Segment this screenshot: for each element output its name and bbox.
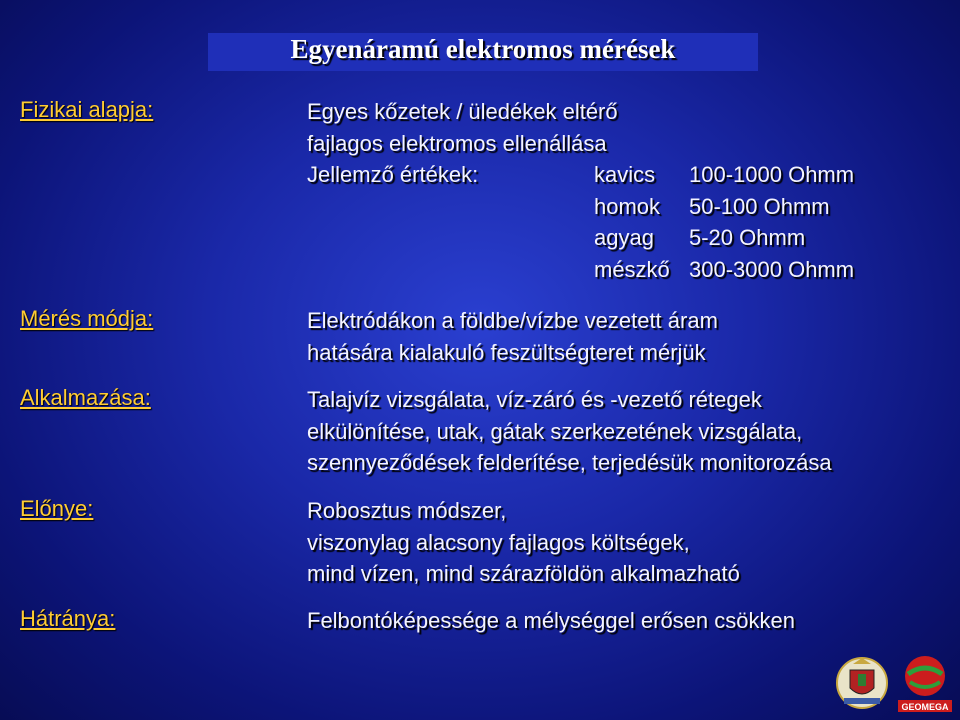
material-name: agyag [594,225,654,250]
logo-text: GEOMEGA [901,702,949,712]
text-line: Talajvíz vizsgálata, víz-záró és -vezető rétegek [307,387,762,412]
text-line: hatására kialakuló feszültségteret mérjük [307,339,706,365]
text-line: fajlagos elektromos ellenállása [307,130,607,156]
geomega-logo [896,652,954,714]
range-column [689,159,854,285]
resistivity-range: 300-3000 Ohmm [689,256,855,282]
material-name: mészkő [594,256,670,282]
section-alkalmazasa [307,384,832,479]
text-line: Egyes kőzetek / üledékek eltérő [307,99,618,124]
label-meres-modja: Mérés módja: [20,306,154,331]
text-line: mind vízen, mind szárazföldön alkalmazható [307,561,740,586]
material-name: kavics [594,162,656,187]
section-meres-modja [307,305,718,368]
resistivity-range: 50-100 Ohmm [689,193,830,219]
section-fizikai-alapja [307,96,618,191]
resistivity-range: 5-20 Ohmm [689,225,806,250]
text-line: Jellemző értékek: [307,162,479,187]
material-name: homok [594,193,661,219]
section-hatranya [307,605,795,637]
text-line: Robosztus módszer, [307,498,507,523]
text-line: szennyeződések felderítése, terjedésük monitorozása [307,450,832,475]
text-line: elkülönítése, utak, gátak szerkezetének vizsgálata, [307,418,803,444]
label-elonye: Előnye: [20,496,94,521]
university-crest-logo [836,652,888,714]
label-hatranya: Hátránya: [20,606,116,631]
section-elonye [307,495,740,590]
text-line: Elektródákon a földbe/vízbe vezetett áram [307,308,718,333]
label-alkalmazasa: Alkalmazása: [20,385,151,410]
resistivity-range: 100-1000 Ohmm [689,162,855,187]
page-title: Egyenáramú elektromos mérések [290,34,676,64]
label-fizikai-alapja: Fizikai alapja: [20,97,154,122]
text-line: viszonylag alacsony fajlagos költségek, [307,529,690,555]
text-line: Felbontóképessége a mélységgel erősen csökken [307,608,795,633]
material-column [594,159,670,285]
